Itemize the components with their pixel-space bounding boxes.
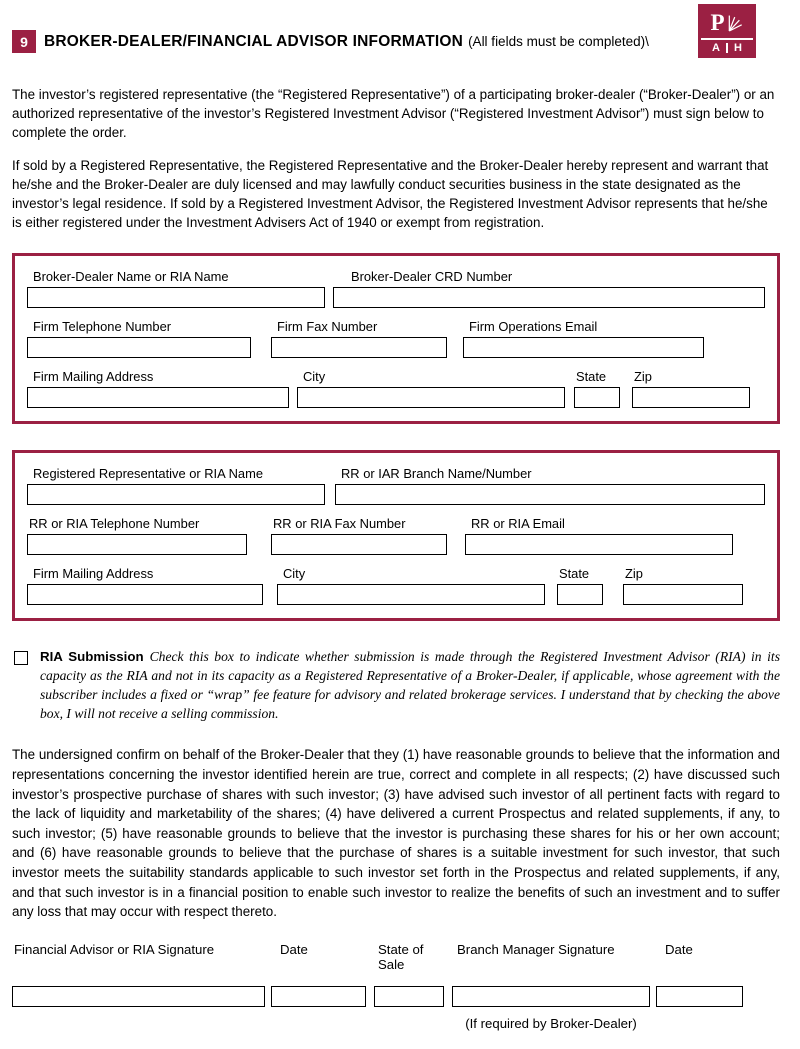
rr-branch-input[interactable] [335, 484, 765, 505]
advisor-signature-label: Financial Advisor or RIA Signature [14, 941, 215, 957]
firm-fax-label: Firm Fax Number [277, 319, 378, 335]
rr-branch-label: RR or IAR Branch Name/Number [341, 466, 532, 482]
ria-submission-label: RIA Submission [40, 649, 144, 665]
firm-address-input[interactable] [27, 387, 289, 408]
firm-email-input[interactable] [463, 337, 704, 358]
ria-submission-text [40, 647, 780, 723]
ria-submission-checkbox[interactable] [14, 651, 28, 665]
registered-rep-box [12, 450, 780, 621]
firm-fax-input[interactable] [271, 337, 447, 358]
logo-letter-p: P [710, 10, 725, 35]
intro-paragraph-2: If sold by a Registered Representative, the Registered Representative and the Broker-Dealer hereby represent and warrant that he/she and the Broker-Dealer are duly licensed and may lawfully conduct securities business in the state designated as the investor’s legal residence. If sold by a Registered Investment Advisor, the Registered Investment Advisor represents that he/she is either registered under the Investment Advisers Act of 1940 or exempt from registration. [12, 157, 769, 231]
rr-telephone-input[interactable] [27, 534, 247, 555]
advisor-signature-input[interactable] [12, 986, 265, 1007]
rr-telephone-label: RR or RIA Telephone Number [29, 516, 200, 532]
rep-zip-label: Zip [625, 566, 643, 582]
rr-fax-label: RR or RIA Fax Number [273, 516, 406, 532]
logo-top [701, 7, 753, 38]
firm-city-input[interactable] [297, 387, 565, 408]
logo-letter-h: H [734, 41, 742, 54]
branch-manager-signature-input[interactable] [452, 986, 650, 1007]
firm-city-label: City [303, 369, 326, 385]
header [12, 0, 780, 72]
rep-state-label: State [559, 566, 590, 582]
broker-dealer-name-input[interactable] [27, 287, 325, 308]
advisor-date-input[interactable] [271, 986, 366, 1007]
rr-fax-input[interactable] [271, 534, 447, 555]
firm-telephone-label: Firm Telephone Number [33, 319, 172, 335]
signature-section [12, 942, 780, 1031]
logo-bottom [701, 38, 753, 55]
rep-zip-input[interactable] [623, 584, 743, 605]
firm-address-label: Firm Mailing Address [33, 369, 154, 385]
state-of-sale-input[interactable] [374, 986, 444, 1007]
company-logo [698, 4, 756, 58]
broker-dealer-name-label: Broker-Dealer Name or RIA Name [33, 269, 229, 285]
firm-state-label: State [576, 369, 607, 385]
logo-divider [726, 43, 728, 53]
rr-email-input[interactable] [465, 534, 733, 555]
branch-manager-date-label: Date [665, 941, 693, 957]
rep-name-label: Registered Representative or RIA Name [33, 466, 263, 482]
rep-address-input[interactable] [27, 584, 263, 605]
broker-dealer-crd-label: Broker-Dealer CRD Number [351, 269, 513, 285]
firm-email-label: Firm Operations Email [469, 319, 598, 335]
branch-manager-note: (If required by Broker-Dealer) [465, 1015, 637, 1031]
firm-state-input[interactable] [574, 387, 620, 408]
logo-fan-icon [727, 12, 744, 33]
logo-letter-a: A [712, 41, 720, 54]
intro-paragraph-1: The investor’s registered representative (the “Registered Representative”) of a participating broker-dealer (“Broker-Dealer”) or an authorized representative of the investor’s Registered Investment Advisor (“Registered Investment Advisor”) must sign below to complete the order. [12, 87, 775, 141]
firm-telephone-input[interactable] [27, 337, 251, 358]
rep-city-label: City [283, 566, 306, 582]
firm-zip-label: Zip [634, 369, 652, 385]
page-title: BROKER-DEALER/FINANCIAL ADVISOR INFORMATION [44, 32, 464, 50]
confirmation-paragraph: The undersigned confirm on behalf of the Broker-Dealer that they (1) have reasonable grounds to believe that the information and representations concerning the investor identified herein are true, correct and complete in all respects; (2) have discussed such investor’s prospective purchase of shares with such investor; (3) have advised such investor of all pertinent facts with regard to the lack of liquidity and marketability of the shares; (4) have delivered a current Prospectus and related supplements, if any, to such investor; (5) have reasonable grounds to believe that the investor is purchasing these shares for his or her own account; and (6) have reasonable grounds to believe that the purchase of shares is a suitable investment for such investor, that such investor meets the suitability standards applicable to such investor set forth in the Prospectus and related supplements, if any, and that such investor is in a financial position to enable such investor to realize the benefits of such an investment and to suffer any loss that may occur with respect thereto. [12, 747, 780, 920]
state-of-sale-label: State of Sale [378, 941, 424, 972]
branch-manager-date-input[interactable] [656, 986, 743, 1007]
ria-submission-row [12, 647, 780, 723]
rep-city-input[interactable] [277, 584, 545, 605]
section-number-badge: 9 [12, 30, 36, 53]
broker-dealer-box [12, 253, 780, 424]
rep-state-input[interactable] [557, 584, 603, 605]
ria-submission-description: Check this box to indicate whether submission is made through the Registered Investment Advisor (RIA) in its capacity as the RIA and not in its capacity as a Registered Representative of a Broker-Dealer, if applicable, whose agreement with the subscriber includes a fixed or “wrap” fee feature for advisory and related brokerage services. I understand that by checking the above box, I will not receive a selling commission. [40, 649, 780, 722]
page-subtitle: (All fields must be completed)\ [468, 34, 649, 49]
branch-manager-label: Branch Manager Signature [457, 941, 615, 957]
rr-email-label: RR or RIA Email [471, 516, 565, 532]
firm-zip-input[interactable] [632, 387, 750, 408]
advisor-date-label: Date [280, 941, 308, 957]
broker-dealer-crd-input[interactable] [333, 287, 765, 308]
rep-name-input[interactable] [27, 484, 325, 505]
rep-address-label: Firm Mailing Address [33, 566, 154, 582]
